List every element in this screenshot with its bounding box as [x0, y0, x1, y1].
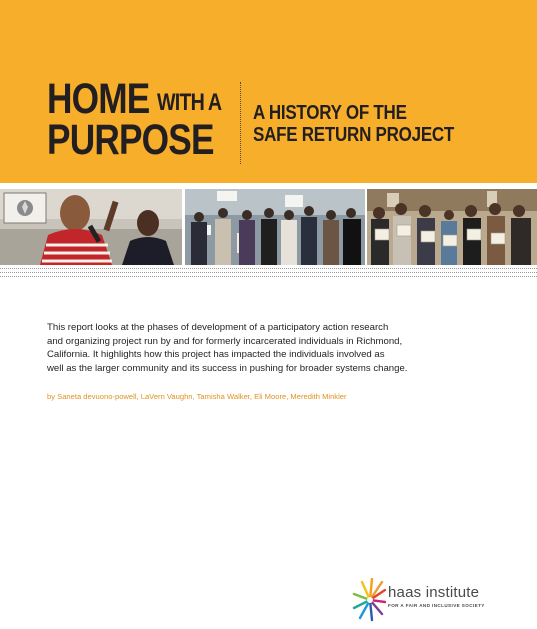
title-divider [240, 82, 241, 164]
dotted-rule [0, 268, 537, 269]
title-banner [0, 0, 537, 183]
photo-strip [0, 189, 537, 265]
report-title [47, 75, 250, 164]
haas-institute-logo [352, 578, 492, 622]
title-purpose: PURPOSE [47, 116, 214, 164]
title-with-a: WITH A [157, 89, 222, 116]
abstract-line: and organizing project run by and for formerly incarcerated individuals in Richmond, [47, 335, 403, 347]
logo-wordmark: haas institute [388, 584, 480, 601]
rally-photo [185, 189, 365, 265]
report-subtitle [253, 102, 490, 146]
dotted-rules [0, 268, 537, 280]
author-byline: by Saneta devuono-powell, LaVern Vaughn, Tamisha Walker, Eli Moore, Meredith Minkler [47, 392, 347, 401]
speaker-photo [0, 189, 182, 265]
dotted-rule [0, 272, 537, 273]
starburst-icon [352, 578, 386, 622]
subtitle-line-2: SAFE RETURN PROJECT [253, 124, 455, 146]
logo-tagline: FOR A FAIR AND INCLUSIVE SOCIETY [388, 603, 485, 608]
abstract-line: California. It highlights how this project has impacted the individuals involved as [47, 349, 385, 361]
certificates-photo [367, 189, 537, 265]
title-home: HOME [47, 75, 150, 123]
report-abstract [47, 321, 437, 375]
abstract-line: This report looks at the phases of development of a participatory action research [47, 322, 389, 333]
subtitle-line-1: A HISTORY OF THE [253, 102, 407, 124]
abstract-line: well as the larger community and its success in pushing for broader systems change. [47, 362, 408, 374]
dotted-rule [0, 276, 537, 277]
